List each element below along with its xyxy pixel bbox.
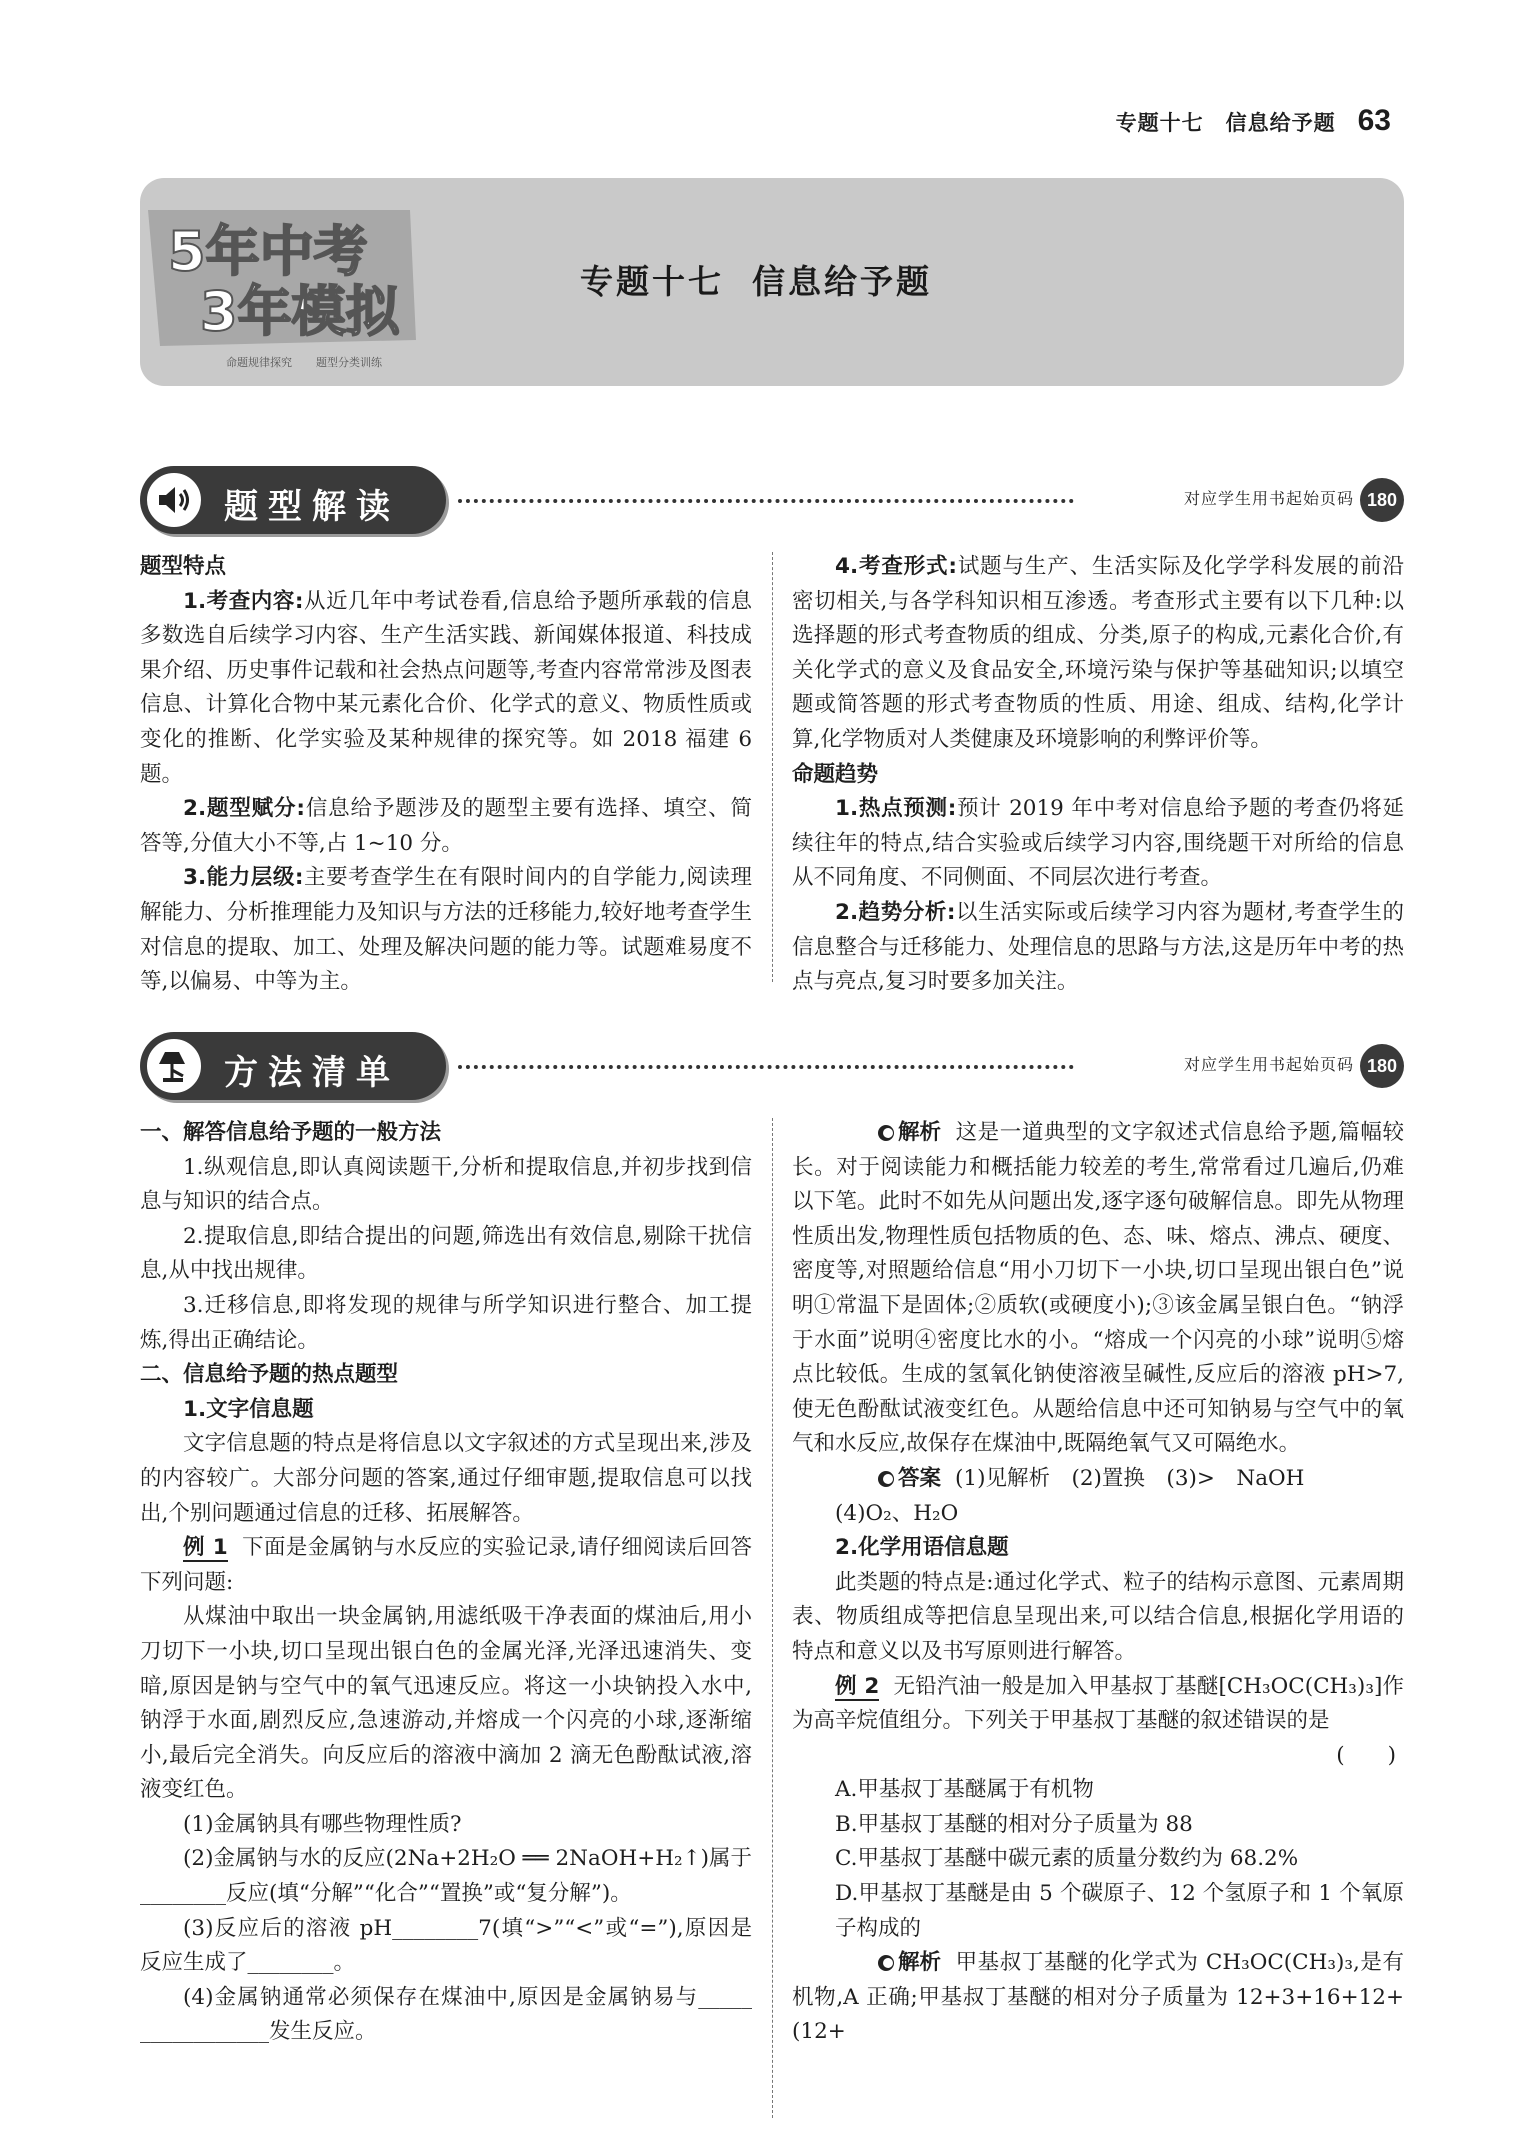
analysis-mark-icon	[878, 1125, 894, 1141]
analysis-label: 解析	[835, 1946, 941, 1981]
section-bar-method-list	[140, 1032, 1404, 1100]
section-title: 题型解读	[224, 487, 400, 527]
method-left-column	[140, 1116, 752, 2050]
lamp-icon	[144, 1036, 204, 1096]
subheading-features: 题型特点	[140, 554, 227, 579]
section-pill	[140, 466, 446, 534]
question-3: (3)反应后的溶液 pH________7(填“>”“<”或“=”),原因是反应生成了________。	[140, 1915, 752, 1976]
chapter-name: 信息给予题	[752, 262, 932, 301]
section-bar-question-type	[140, 466, 1404, 534]
section-title: 方法清单	[224, 1053, 400, 1093]
paragraph-trend-analysis: 2.趋势分析:以生活实际或后续学习内容为题材,考查学生的信息整合与迁移能力、处理信息的思路与方法,这是历年中考的热点与亮点,复习时要多加关注。	[792, 899, 1404, 995]
analysis-1: 解析 这是一道典型的文字叙述式信息给予题,篇幅较长。对于阅读能力和概括能力较差的考生,常常看过几遍后,仍难以下笔。此时不如先从问题出发,逐字逐句破解信息。即先从物理性质出发,物理性质包括物质的色、态、味、熔点、沸点、硬度、密度等,对照题给信息“用小刀切下一小块,切口呈现出银白色”说明①常温下是固体;②质软(或硬度小);③该金属呈银白色。“钠浮于水面”说明④密度比水的小。“熔成一个闪亮的小球”说明⑤熔点比较低。生成的氢氧化钠使溶液呈碱性,反应后的溶液 pH>7,使无色酚酞试液变红色。从题给信息中还可知钠易与空气中的氧气和水反应,故保存在煤油中,既隔绝氧气又可隔绝水。	[792, 1116, 1404, 1462]
chapter-title	[580, 256, 932, 303]
paragraph-text-info: 文字信息题的特点是将信息以文字叙述的方式呈现出来,涉及的内容较广。大部分问题的答案,通过仔细审题,提取信息可以找出,个别问题通过信息的迁移、拓展解答。	[140, 1431, 752, 1526]
analysis-mark-icon	[878, 1955, 894, 1971]
logo-tag2: 题型分类训练	[316, 356, 382, 369]
option-d: D.甲基叔丁基醚是由 5 个碳原子、12 个氢原子和 1 个氧原子构成的	[835, 1881, 1404, 1941]
logo-line2: 3年模拟	[200, 280, 400, 343]
subheading-chem-terms: 2.化学用语信息题	[835, 1535, 1009, 1561]
option-a: A.甲基叔丁基醚属于有机物	[835, 1777, 1094, 1803]
column-divider	[772, 552, 773, 982]
column-divider	[772, 1118, 773, 2118]
example-1-stem: 例 1 下面是金属钠与水反应的实验记录,请仔细阅读后回答下列问题:	[140, 1535, 752, 1595]
option-b: B.甲基叔丁基醚的相对分子质量为 88	[835, 1811, 1193, 1837]
type-analysis-right-column	[792, 550, 1404, 1000]
example-2-label: 例 2	[835, 1673, 880, 1699]
method-step-2: 2.提取信息,即结合提出的问题,筛选出有效信息,剔除干扰信息,从中找出规律。	[140, 1223, 752, 1284]
running-header	[1116, 104, 1391, 140]
question-4: (4)金属钠通常必须保存在煤油中,原因是金属钠易与_____ ____________发生反应。	[140, 1984, 752, 2045]
answer-mark-icon	[878, 1471, 894, 1487]
paragraph-chem-terms: 此类题的特点是:通过化学式、粒子的结构示意图、元素周期表、物质组成等把信息呈现出来,可以结合信息,根据化学用语的特点和意义以及书写原则进行解答。	[792, 1569, 1404, 1664]
page-ref-label: 对应学生用书起始页码	[1183, 1055, 1354, 1074]
section-pill	[140, 1032, 446, 1100]
subheading-trend: 命题趋势	[792, 761, 879, 787]
answer-line-1: 答案 (1)见解析 (2)置换 (3)> NaOH	[792, 1462, 1404, 1497]
analysis-2: 解析 甲基叔丁基醚的化学式为 CH₃OC(CH₃)₃,是有机物,A 正确;甲基叔丁基醚的相对分子质量为 12+3+16+12+(12+	[792, 1946, 1404, 2050]
section-divider	[458, 1065, 1074, 1069]
answer-blank: ( )	[1336, 1742, 1396, 1768]
example-1-text: 从煤油中取出一块金属钠,用滤纸吸干净表面的煤油后,用小刀切下一小块,切口呈现出银白色的金属光泽,光泽迅速消失、变暗,原因是钠与空气中的氧气迅速反应。将这一小块钠投入水中,钠浮于水面,剧烈反应,急速游动,并熔成一个闪亮的小球,逐渐缩小,最后完全消失。向反应后的溶液中滴加 2 滴无色酚酞试液,溶液变红色。	[140, 1604, 752, 1803]
question-1: (1)金属钠具有哪些物理性质?	[183, 1811, 462, 1837]
method-step-3: 3.迁移信息,即将发现的规律与所学知识进行整合、加工提炼,得出正确结论。	[140, 1292, 752, 1353]
heading-hot-types: 二、信息给予题的热点题型	[140, 1362, 399, 1388]
option-c: C.甲基叔丁基醚中碳元素的质量分数约为 68.2%	[835, 1846, 1299, 1872]
section-divider	[458, 499, 1074, 503]
method-step-1: 1.纵观信息,即认真阅读题干,分析和提取信息,并初步找到信息与知识的结合点。	[140, 1154, 752, 1215]
type-analysis-left-column	[140, 550, 752, 1000]
example-1-label: 例 1	[183, 1535, 228, 1561]
page-number: 63	[1357, 104, 1391, 137]
speaker-icon	[144, 470, 204, 530]
paragraph-prediction: 1.热点预测:预计 2019 年中考对信息给予题的考查仍将延续往年的特点,结合实验或后续学习内容,围绕题干对所给的信息从不同角度、不同侧面、不同层次进行考查。	[792, 796, 1405, 891]
analysis-label: 解析	[835, 1116, 941, 1151]
chapter-banner	[140, 178, 1404, 386]
paragraph-scoring: 2.题型赋分:信息给予题涉及的题型主要有选择、填空、简答等,分值大小不等,占 1~10 分。	[140, 796, 752, 856]
question-2: (2)金属钠与水的反应(2Na+2H₂O ══ 2NaOH+H₂↑)属于________反应(填“分解”“化合”“置换”或“复分解”)。	[140, 1846, 752, 1907]
paragraph-content: 1.考查内容:从近几年中考试卷看,信息给予题所承载的信息多数选自后续学习内容、生产生活实践、新闻媒体报道、科技成果介绍、历史事件记载和社会热点问题等,考查内容常常涉及图表信息、计算化合物中某元素化合价、化学式的意义、物质性质或变化的推断、化学实验及某种规律的探究等。如 2018 福建 6 题。	[140, 588, 752, 787]
logo-tag1: 命题规律探究	[226, 356, 292, 369]
page-ref-badge: 180	[1360, 478, 1404, 522]
paragraph-form: 4.考查形式:试题与生产、生活实际及化学学科发展的前沿密切相关,与各学科知识相互渗透。考查形式主要有以下几种:以选择题的形式考查物质的组成、分类,原子的构成,元素化合价,有关化学式的意义及食品安全,环境污染与保护等基础知识;以填空题或简答题的形式考查物质的性质、用途、组成、结构,化学计算,化学物质对人类健康及环境影响的利弊评价等。	[792, 554, 1404, 752]
logo-line1: 5年中考	[168, 220, 368, 283]
page-ref-badge: 180	[1360, 1044, 1404, 1088]
subheading-text-info: 1.文字信息题	[183, 1396, 314, 1422]
answer-line-2: (4)O₂、H₂O	[835, 1500, 959, 1526]
example-2-stem: 例 2 无铅汽油一般是加入甲基叔丁基醚[CH₃OC(CH₃)₃]作为高辛烷值组分。下列关于甲基叔丁基醚的叙述错误的是	[792, 1673, 1404, 1734]
answer-label: 答案	[835, 1462, 941, 1497]
running-header-title: 专题十七 信息给予题	[1115, 111, 1336, 135]
method-right-column	[792, 1116, 1404, 2050]
paragraph-ability: 3.能力层级:主要考查学生在有限时间内的自学能力,阅读理解能力、分析推理能力及知识与方法的迁移能力,较好地考查学生对信息的提取、加工、处理及解决问题的能力等。试题难易度不等,以偏易、中等为主。	[140, 865, 752, 995]
heading-general-method: 一、解答信息给予题的一般方法	[140, 1120, 442, 1145]
page-ref-label: 对应学生用书起始页码	[1183, 489, 1354, 508]
chapter-number: 专题十七	[580, 262, 724, 301]
book-series-logo	[140, 170, 430, 380]
